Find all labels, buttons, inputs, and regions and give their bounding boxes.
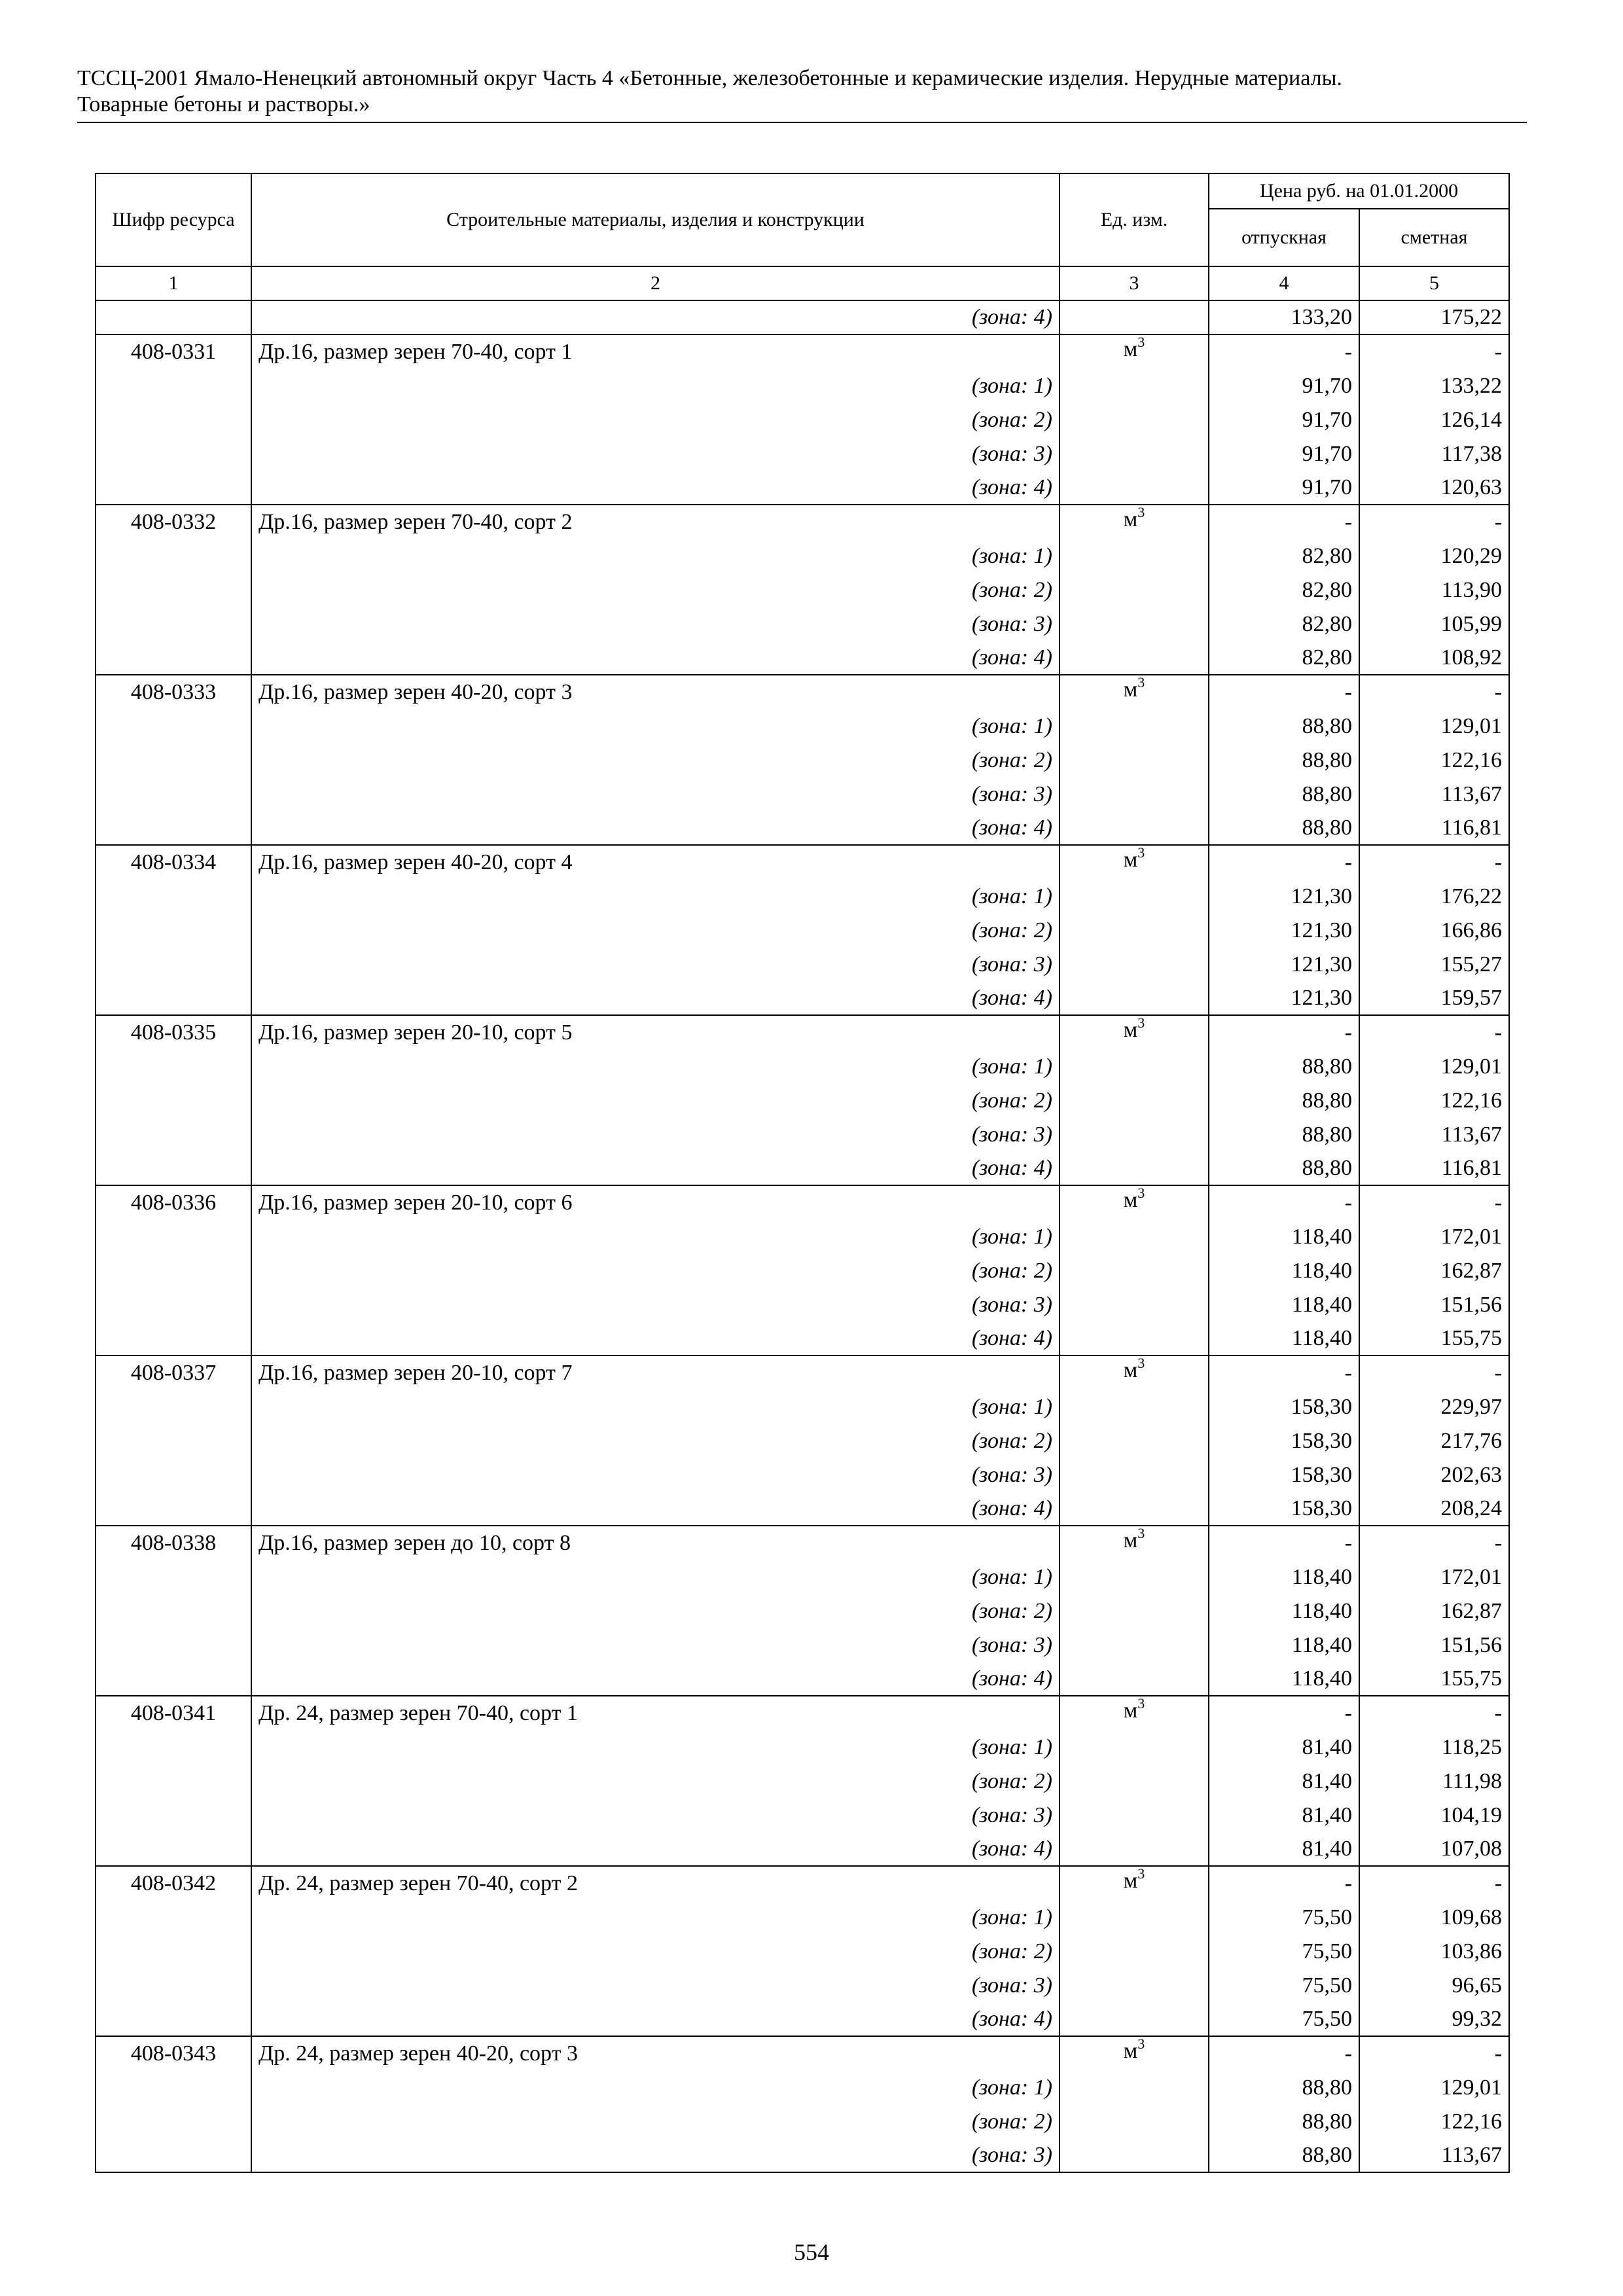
zone-label: (зона: 4) bbox=[251, 1321, 1060, 1355]
estimate-price: 176,22 bbox=[1359, 879, 1509, 913]
table-row bbox=[96, 1900, 1509, 1934]
zone-label: (зона: 1) bbox=[251, 1390, 1060, 1424]
unit-exponent: 3 bbox=[1137, 844, 1145, 861]
unit-cell bbox=[1060, 1866, 1209, 1900]
table-row bbox=[96, 1628, 1509, 1662]
estimate-price: 117,38 bbox=[1359, 437, 1509, 471]
release-price: 81,40 bbox=[1209, 1730, 1359, 1764]
release-price: 88,80 bbox=[1209, 709, 1359, 743]
release-price: 118,40 bbox=[1209, 1219, 1359, 1253]
table-row bbox=[96, 1015, 1509, 1049]
table-row bbox=[96, 1662, 1509, 1696]
resource-code: 408-0337 bbox=[96, 1355, 251, 1390]
estimate-price: 104,19 bbox=[1359, 1798, 1509, 1832]
release-price: 88,80 bbox=[1209, 2138, 1359, 2172]
table-row bbox=[96, 1151, 1509, 1185]
zone-label: (зона: 3) bbox=[251, 1798, 1060, 1832]
zone-label: (зона: 2) bbox=[251, 1424, 1060, 1458]
col-header-name: Строительные материалы, изделия и конструкции bbox=[251, 173, 1060, 266]
estimate-price: 229,97 bbox=[1359, 1390, 1509, 1424]
table-row bbox=[96, 334, 1509, 368]
table-row bbox=[96, 2104, 1509, 2138]
estimate-price: - bbox=[1359, 1015, 1509, 1049]
unit-cell bbox=[1060, 2036, 1209, 2070]
estimate-price: 118,25 bbox=[1359, 1730, 1509, 1764]
resource-name: Др. 24, размер зерен 70-40, сорт 2 bbox=[251, 1866, 1060, 1900]
unit-cell bbox=[1060, 1015, 1209, 1049]
zone-label: (зона: 1) bbox=[251, 709, 1060, 743]
estimate-price: 122,16 bbox=[1359, 1083, 1509, 1117]
unit-label: м bbox=[1123, 1018, 1138, 1042]
table-row bbox=[96, 505, 1509, 539]
estimate-price: 217,76 bbox=[1359, 1424, 1509, 1458]
col-number: 1 bbox=[96, 266, 251, 300]
zone-label: (зона: 2) bbox=[251, 1083, 1060, 1117]
estimate-price: 120,63 bbox=[1359, 471, 1509, 505]
header-divider bbox=[77, 122, 1527, 123]
unit-cell bbox=[1060, 334, 1209, 368]
release-price: - bbox=[1209, 1355, 1359, 1390]
zone-label: (зона: 3) bbox=[251, 1117, 1060, 1151]
table-row bbox=[96, 1458, 1509, 1492]
release-price: 91,70 bbox=[1209, 437, 1359, 471]
release-price: - bbox=[1209, 675, 1359, 709]
release-price: 118,40 bbox=[1209, 1594, 1359, 1628]
zone-label: (зона: 4) bbox=[251, 1662, 1060, 1696]
table-row bbox=[96, 1696, 1509, 1730]
release-price: 158,30 bbox=[1209, 1424, 1359, 1458]
release-price: - bbox=[1209, 505, 1359, 539]
release-price: - bbox=[1209, 1526, 1359, 1560]
estimate-price: 107,08 bbox=[1359, 1832, 1509, 1866]
table-row bbox=[96, 675, 1509, 709]
table-row bbox=[96, 1390, 1509, 1424]
zone-label: (зона: 2) bbox=[251, 743, 1060, 777]
release-price: 121,30 bbox=[1209, 947, 1359, 981]
estimate-price: 116,81 bbox=[1359, 1151, 1509, 1185]
unit-exponent: 3 bbox=[1137, 1014, 1145, 1031]
table-row bbox=[96, 573, 1509, 607]
estimate-price: 208,24 bbox=[1359, 1492, 1509, 1526]
estimate-price: - bbox=[1359, 1355, 1509, 1390]
estimate-price: - bbox=[1359, 1866, 1509, 1900]
col-number: 3 bbox=[1060, 266, 1209, 300]
estimate-price: 129,01 bbox=[1359, 2070, 1509, 2104]
zone-label: (зона: 1) bbox=[251, 2070, 1060, 2104]
release-price: - bbox=[1209, 1866, 1359, 1900]
zone-label: (зона: 2) bbox=[251, 573, 1060, 607]
estimate-price: 202,63 bbox=[1359, 1458, 1509, 1492]
release-price: 75,50 bbox=[1209, 1934, 1359, 1968]
estimate-price: 99,32 bbox=[1359, 2002, 1509, 2036]
unit-cell bbox=[1060, 1526, 1209, 1560]
resource-code: 408-0338 bbox=[96, 1526, 251, 1560]
release-price: 81,40 bbox=[1209, 1764, 1359, 1798]
col-header-price: Цена руб. на 01.01.2000 bbox=[1209, 173, 1509, 209]
estimate-price: 162,87 bbox=[1359, 1594, 1509, 1628]
estimate-price: 111,98 bbox=[1359, 1764, 1509, 1798]
unit-label: м bbox=[1123, 677, 1138, 702]
table-row bbox=[96, 2070, 1509, 2104]
resource-code: 408-0334 bbox=[96, 845, 251, 879]
table-row bbox=[96, 1049, 1509, 1083]
release-price: 158,30 bbox=[1209, 1458, 1359, 1492]
zone-label: (зона: 3) bbox=[251, 1968, 1060, 2002]
unit-cell bbox=[1060, 1696, 1209, 1730]
col-header-unit: Ед. изм. bbox=[1060, 173, 1209, 266]
estimate-price: - bbox=[1359, 505, 1509, 539]
unit-exponent: 3 bbox=[1137, 504, 1145, 520]
estimate-price: 133,22 bbox=[1359, 368, 1509, 403]
resource-code: 408-0342 bbox=[96, 1866, 251, 1900]
unit-cell bbox=[1060, 845, 1209, 879]
release-price: 88,80 bbox=[1209, 811, 1359, 845]
estimate-price: 113,67 bbox=[1359, 1117, 1509, 1151]
zone-label: (зона: 1) bbox=[251, 1219, 1060, 1253]
resource-name: Др. 24, размер зерен 40-20, сорт 3 bbox=[251, 2036, 1060, 2070]
unit-label: м bbox=[1123, 1698, 1138, 1723]
estimate-price: - bbox=[1359, 334, 1509, 368]
table-row bbox=[96, 1526, 1509, 1560]
estimate-price: 166,86 bbox=[1359, 913, 1509, 947]
zone-label: (зона: 2) bbox=[251, 1253, 1060, 1287]
estimate-price: - bbox=[1359, 1185, 1509, 1219]
zone-label: (зона: 1) bbox=[251, 368, 1060, 403]
table-row bbox=[96, 1560, 1509, 1594]
resource-code: 408-0336 bbox=[96, 1185, 251, 1219]
resource-code: 408-0332 bbox=[96, 505, 251, 539]
unit-label: м bbox=[1123, 1528, 1138, 1552]
zone-label: (зона: 1) bbox=[251, 1900, 1060, 1934]
unit-exponent: 3 bbox=[1137, 674, 1145, 691]
release-price: 91,70 bbox=[1209, 403, 1359, 437]
release-price: 88,80 bbox=[1209, 1083, 1359, 1117]
release-price: - bbox=[1209, 2036, 1359, 2070]
estimate-price: 129,01 bbox=[1359, 1049, 1509, 1083]
estimate-price: 96,65 bbox=[1359, 1968, 1509, 2002]
col-header-estimate: сметная bbox=[1359, 209, 1509, 266]
table-row bbox=[96, 777, 1509, 811]
release-price: 88,80 bbox=[1209, 743, 1359, 777]
zone-label: (зона: 4) bbox=[251, 1151, 1060, 1185]
release-price: 75,50 bbox=[1209, 1900, 1359, 1934]
release-price: 91,70 bbox=[1209, 368, 1359, 403]
release-price: - bbox=[1209, 1015, 1359, 1049]
zone-label: (зона: 2) bbox=[251, 1764, 1060, 1798]
resource-name: Др.16, размер зерен 40-20, сорт 3 bbox=[251, 675, 1060, 709]
zone-label: (зона: 3) bbox=[251, 1628, 1060, 1662]
table-row bbox=[96, 1185, 1509, 1219]
unit-exponent: 3 bbox=[1137, 1695, 1145, 1712]
zone-label: (зона: 1) bbox=[251, 1560, 1060, 1594]
zone-label: (зона: 4) bbox=[251, 811, 1060, 845]
release-price: 118,40 bbox=[1209, 1287, 1359, 1321]
page-number: 554 bbox=[794, 2239, 829, 2265]
resource-name: Др.16, размер зерен до 10, сорт 8 bbox=[251, 1526, 1060, 1560]
zone-label: (зона: 4) bbox=[251, 1492, 1060, 1526]
release-price: - bbox=[1209, 1696, 1359, 1730]
table-row bbox=[96, 1968, 1509, 2002]
estimate-price: - bbox=[1359, 1696, 1509, 1730]
unit-exponent: 3 bbox=[1137, 1355, 1145, 1371]
table-row bbox=[96, 1321, 1509, 1355]
unit-label: м bbox=[1123, 848, 1138, 872]
unit-label: м bbox=[1123, 2039, 1138, 2063]
release-price: 88,80 bbox=[1209, 2070, 1359, 2104]
estimate-price: 113,67 bbox=[1359, 2138, 1509, 2172]
estimate-price: 155,75 bbox=[1359, 1662, 1509, 1696]
zone-label: (зона: 4) bbox=[251, 981, 1060, 1015]
estimate-price: 108,92 bbox=[1359, 641, 1509, 675]
unit-label: м bbox=[1123, 1358, 1138, 1382]
release-price: 88,80 bbox=[1209, 1117, 1359, 1151]
table-row bbox=[96, 709, 1509, 743]
zone-label: (зона: 4) bbox=[251, 2002, 1060, 2036]
zone-label: (зона: 3) bbox=[251, 947, 1060, 981]
estimate-price: 172,01 bbox=[1359, 1219, 1509, 1253]
estimate-price: 126,14 bbox=[1359, 403, 1509, 437]
zone-label: (зона: 3) bbox=[251, 2138, 1060, 2172]
table-row bbox=[96, 437, 1509, 471]
zone-label: (зона: 2) bbox=[251, 2104, 1060, 2138]
table-row bbox=[96, 1866, 1509, 1900]
unit-exponent: 3 bbox=[1137, 334, 1145, 350]
zone-label: (зона: 4) bbox=[251, 471, 1060, 505]
estimate-price: - bbox=[1359, 845, 1509, 879]
table-row bbox=[96, 1832, 1509, 1866]
table-row bbox=[96, 845, 1509, 879]
estimate-price: 113,90 bbox=[1359, 573, 1509, 607]
release-price: 158,30 bbox=[1209, 1492, 1359, 1526]
resource-code: 408-0343 bbox=[96, 2036, 251, 2070]
release-price: 81,40 bbox=[1209, 1832, 1359, 1866]
resource-code: 408-0331 bbox=[96, 334, 251, 368]
zone-label: (зона: 1) bbox=[251, 539, 1060, 573]
release-price: 118,40 bbox=[1209, 1662, 1359, 1696]
estimate-price: 172,01 bbox=[1359, 1560, 1509, 1594]
release-price: - bbox=[1209, 334, 1359, 368]
release-price: 75,50 bbox=[1209, 2002, 1359, 2036]
table-body bbox=[96, 300, 1509, 2172]
release-price: 121,30 bbox=[1209, 879, 1359, 913]
page-header bbox=[77, 65, 1527, 118]
resource-name: Др.16, размер зерен 40-20, сорт 4 bbox=[251, 845, 1060, 879]
header-line-2: Товарные бетоны и растворы.» bbox=[77, 92, 370, 117]
unit-label: м bbox=[1123, 337, 1138, 361]
unit-exponent: 3 bbox=[1137, 1525, 1145, 1541]
table-row bbox=[96, 811, 1509, 845]
estimate-price: 175,22 bbox=[1359, 300, 1509, 334]
unit-cell bbox=[1060, 675, 1209, 709]
table-row bbox=[96, 471, 1509, 505]
unit-exponent: 3 bbox=[1137, 1185, 1145, 1201]
zone-label: (зона: 2) bbox=[251, 1934, 1060, 1968]
estimate-price: 122,16 bbox=[1359, 2104, 1509, 2138]
release-price: - bbox=[1209, 1185, 1359, 1219]
estimate-price: 151,56 bbox=[1359, 1628, 1509, 1662]
release-price: 88,80 bbox=[1209, 1151, 1359, 1185]
zone-label: (зона: 2) bbox=[251, 1594, 1060, 1628]
resource-price-table bbox=[95, 173, 1510, 2173]
release-price: 118,40 bbox=[1209, 1628, 1359, 1662]
col-number: 2 bbox=[251, 266, 1060, 300]
table-row bbox=[96, 1424, 1509, 1458]
zone-label: (зона: 4) bbox=[251, 1832, 1060, 1866]
table-row bbox=[96, 1594, 1509, 1628]
unit-label: м bbox=[1123, 1869, 1138, 1893]
resource-name: Др.16, размер зерен 20-10, сорт 7 bbox=[251, 1355, 1060, 1390]
table-row bbox=[96, 607, 1509, 641]
col-header-release: отпускная bbox=[1209, 209, 1359, 266]
unit-cell bbox=[1060, 1355, 1209, 1390]
estimate-price: 155,27 bbox=[1359, 947, 1509, 981]
col-header-code: Шифр ресурса bbox=[96, 173, 251, 266]
zone-label: (зона: 1) bbox=[251, 1049, 1060, 1083]
resource-code: 408-0335 bbox=[96, 1015, 251, 1049]
table-row bbox=[96, 403, 1509, 437]
resource-code: 408-0333 bbox=[96, 675, 251, 709]
zone-label: (зона: 2) bbox=[251, 913, 1060, 947]
estimate-price: 159,57 bbox=[1359, 981, 1509, 1015]
release-price: 133,20 bbox=[1209, 300, 1359, 334]
estimate-price: - bbox=[1359, 2036, 1509, 2070]
resource-name: Др.16, размер зерен 70-40, сорт 1 bbox=[251, 334, 1060, 368]
table-row bbox=[96, 1253, 1509, 1287]
release-price: 75,50 bbox=[1209, 1968, 1359, 2002]
release-price: 121,30 bbox=[1209, 913, 1359, 947]
release-price: 82,80 bbox=[1209, 539, 1359, 573]
estimate-price: 155,75 bbox=[1359, 1321, 1509, 1355]
release-price: 88,80 bbox=[1209, 1049, 1359, 1083]
table-row bbox=[96, 1117, 1509, 1151]
col-number: 5 bbox=[1359, 266, 1509, 300]
zone-label: (зона: 1) bbox=[251, 879, 1060, 913]
unit-label: м bbox=[1123, 507, 1138, 531]
zone-label: (зона: 3) bbox=[251, 607, 1060, 641]
table-row bbox=[96, 1287, 1509, 1321]
zone-label: (зона: 2) bbox=[251, 403, 1060, 437]
estimate-price: 162,87 bbox=[1359, 1253, 1509, 1287]
table-row bbox=[96, 641, 1509, 675]
release-price: 118,40 bbox=[1209, 1253, 1359, 1287]
release-price: 118,40 bbox=[1209, 1560, 1359, 1594]
estimate-price: 109,68 bbox=[1359, 1900, 1509, 1934]
estimate-price: - bbox=[1359, 675, 1509, 709]
resource-name: Др.16, размер зерен 70-40, сорт 2 bbox=[251, 505, 1060, 539]
estimate-price: 113,67 bbox=[1359, 777, 1509, 811]
header-line-1: ТССЦ-2001 Ямало-Ненецкий автономный округ Часть 4 «Бетонные, железобетонные и керамические изделия. Нерудные материалы. bbox=[77, 66, 1342, 90]
unit-exponent: 3 bbox=[1137, 1865, 1145, 1882]
release-price: 82,80 bbox=[1209, 607, 1359, 641]
unit-exponent: 3 bbox=[1137, 2036, 1145, 2052]
estimate-price: 120,29 bbox=[1359, 539, 1509, 573]
zone-label: (зона: 4) bbox=[251, 641, 1060, 675]
zone-label: (зона: 3) bbox=[251, 1287, 1060, 1321]
zone-label: (зона: 3) bbox=[251, 437, 1060, 471]
table-row bbox=[96, 2002, 1509, 2036]
zone-label: (зона: 4) bbox=[251, 300, 1060, 334]
table-row bbox=[96, 2036, 1509, 2070]
estimate-price: 103,86 bbox=[1359, 1934, 1509, 1968]
table-row bbox=[96, 1730, 1509, 1764]
unit-cell bbox=[1060, 505, 1209, 539]
table-row bbox=[96, 981, 1509, 1015]
release-price: 88,80 bbox=[1209, 2104, 1359, 2138]
release-price: - bbox=[1209, 845, 1359, 879]
resource-name: Др.16, размер зерен 20-10, сорт 5 bbox=[251, 1015, 1060, 1049]
unit-cell bbox=[1060, 1185, 1209, 1219]
release-price: 118,40 bbox=[1209, 1321, 1359, 1355]
table-row bbox=[96, 368, 1509, 403]
table-row bbox=[96, 1934, 1509, 1968]
resource-name: Др. 24, размер зерен 70-40, сорт 1 bbox=[251, 1696, 1060, 1730]
release-price: 82,80 bbox=[1209, 641, 1359, 675]
zone-label: (зона: 3) bbox=[251, 777, 1060, 811]
col-number: 4 bbox=[1209, 266, 1359, 300]
table-row bbox=[96, 1798, 1509, 1832]
estimate-price: 116,81 bbox=[1359, 811, 1509, 845]
resource-name: Др.16, размер зерен 20-10, сорт 6 bbox=[251, 1185, 1060, 1219]
table-row bbox=[96, 1492, 1509, 1526]
release-price: 158,30 bbox=[1209, 1390, 1359, 1424]
table-row bbox=[96, 913, 1509, 947]
table-row bbox=[96, 1355, 1509, 1390]
table-row bbox=[96, 2138, 1509, 2172]
release-price: 121,30 bbox=[1209, 981, 1359, 1015]
estimate-price: 105,99 bbox=[1359, 607, 1509, 641]
zone-label: (зона: 3) bbox=[251, 1458, 1060, 1492]
release-price: 91,70 bbox=[1209, 471, 1359, 505]
estimate-price: 151,56 bbox=[1359, 1287, 1509, 1321]
release-price: 82,80 bbox=[1209, 573, 1359, 607]
table-row bbox=[96, 539, 1509, 573]
table-row bbox=[96, 300, 1509, 334]
table-row bbox=[96, 879, 1509, 913]
release-price: 88,80 bbox=[1209, 777, 1359, 811]
table-row bbox=[96, 1083, 1509, 1117]
unit-label: м bbox=[1123, 1188, 1138, 1212]
table-row bbox=[96, 1764, 1509, 1798]
estimate-price: 129,01 bbox=[1359, 709, 1509, 743]
table-row bbox=[96, 1219, 1509, 1253]
resource-code: 408-0341 bbox=[96, 1696, 251, 1730]
estimate-price: - bbox=[1359, 1526, 1509, 1560]
release-price: 81,40 bbox=[1209, 1798, 1359, 1832]
table-row bbox=[96, 743, 1509, 777]
table-row bbox=[96, 947, 1509, 981]
estimate-price: 122,16 bbox=[1359, 743, 1509, 777]
zone-label: (зона: 1) bbox=[251, 1730, 1060, 1764]
